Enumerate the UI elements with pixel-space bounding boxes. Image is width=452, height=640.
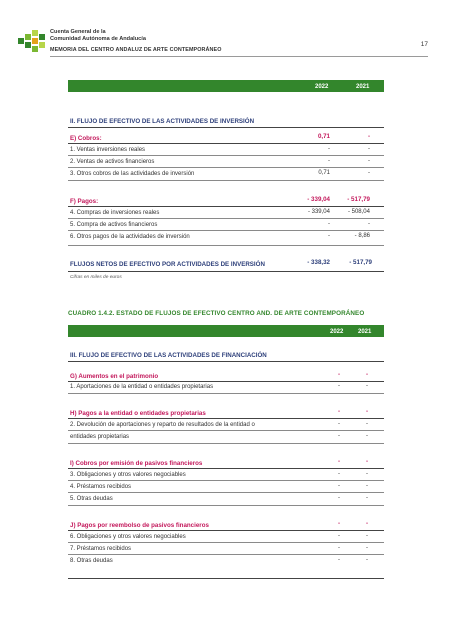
- j-2022: -: [337, 520, 340, 527]
- net-flow-2022: - 338,32: [307, 259, 330, 266]
- pagos-2021: - 517,79: [347, 196, 370, 203]
- header-title-line2: Comunidad Autónoma de Andalucía: [50, 36, 146, 42]
- g-2022: -: [337, 371, 340, 378]
- table-row: 2. Ventas de activos financieros: [70, 159, 155, 165]
- divider: [68, 245, 384, 246]
- table-cell: -: [328, 221, 330, 227]
- header-rule: [50, 56, 428, 57]
- table-row: 5. Compra de activos financieros: [70, 222, 158, 228]
- table-row: 1. Ventas inversiones reales: [70, 147, 146, 153]
- table-cell: -: [338, 557, 340, 563]
- divider: [68, 230, 384, 231]
- divider: [68, 155, 384, 156]
- pagos-label: F) Pagos:: [70, 198, 99, 205]
- junta-andalucia-logo-icon: [18, 30, 46, 56]
- header-title-line1: Cuenta General de la: [50, 29, 106, 35]
- table-cell: -: [366, 433, 368, 439]
- net-flow-2021: - 517,79: [349, 259, 372, 266]
- table-row: 6. Otros pagos de la actividades de inversión: [70, 234, 190, 240]
- cobros-label: E) Cobros:: [70, 135, 102, 142]
- divider: [68, 430, 384, 431]
- table-cell: -: [366, 483, 368, 489]
- table-cell: -: [366, 421, 368, 427]
- cobros-2022: 0,71: [317, 133, 330, 140]
- table-cell: -: [368, 170, 370, 176]
- i-2021: -: [365, 458, 368, 465]
- table1-section-title: II. FLUJO DE EFECTIVO DE LAS ACTIVIDADES DE INVERSIÓN: [70, 118, 255, 125]
- table2-col-2021: 2021: [358, 329, 372, 335]
- h-2021: -: [365, 408, 368, 415]
- net-flow-label: FLUJOS NETOS DE EFECTIVO POR ACTIVIDADES DE INVERSIÓN: [70, 261, 265, 268]
- divider: [68, 381, 384, 382]
- table-cell: -: [338, 533, 340, 539]
- page-number: 17: [420, 41, 428, 48]
- divider: [68, 492, 384, 493]
- g-label: G) Aumentos en el patrimonio: [70, 373, 159, 380]
- divider: [68, 530, 384, 531]
- table-cell: -: [338, 433, 340, 439]
- table1-header-bar: [68, 80, 384, 92]
- units-note: Cifras en miles de euros: [70, 275, 122, 280]
- table-row: 2. Devolución de aportaciones y reparto de resultados de la entidad o: [70, 422, 255, 428]
- table-cell: -: [366, 545, 368, 551]
- table-cell: -: [338, 471, 340, 477]
- cobros-2021: -: [367, 133, 370, 140]
- divider: [68, 167, 384, 168]
- table-cell: -: [328, 158, 330, 164]
- table-cell: -: [368, 158, 370, 164]
- j-label: J) Pagos por reembolso de pasivos financieros: [70, 522, 209, 529]
- table-cell: -: [338, 421, 340, 427]
- table-cell: -: [368, 146, 370, 152]
- table-row: 8. Otras deudas: [70, 558, 113, 564]
- table2-col-2022: 2022: [330, 329, 344, 335]
- table2-header-bar: [68, 325, 384, 337]
- cuadro-title: CUADRO 1.4.2. ESTADO DE FLUJOS DE EFECTIVO CENTRO AND. DE ARTE CONTEMPORÁNEO: [68, 310, 365, 317]
- table-cell: - 8,86: [354, 233, 370, 239]
- table-cell: -: [366, 557, 368, 563]
- table-cell: -: [338, 483, 340, 489]
- divider: [68, 468, 384, 469]
- table-row: 3. Otros cobros de las actividades de inversión: [70, 171, 195, 177]
- table1-col-2022: 2022: [315, 84, 329, 90]
- table-cell: - 339,04: [307, 209, 330, 215]
- table-cell: -: [338, 383, 340, 389]
- divider: [68, 443, 384, 444]
- table1-col-2021: 2021: [356, 84, 370, 90]
- pagos-2022: - 339,04: [307, 196, 330, 203]
- table-cell: 0,71: [318, 170, 330, 176]
- j-2021: -: [365, 520, 368, 527]
- table-row: 3. Obligaciones y otros valores negociables: [70, 472, 186, 478]
- table-cell: -: [338, 495, 340, 501]
- table-cell: -: [366, 471, 368, 477]
- table-cell: -: [328, 146, 330, 152]
- table-row: 6. Obligaciones y otros valores negociables: [70, 534, 186, 540]
- i-2022: -: [337, 458, 340, 465]
- g-2021: -: [365, 371, 368, 378]
- table-row: 5. Otras deudas: [70, 496, 113, 502]
- h-2022: -: [337, 408, 340, 415]
- divider: [68, 505, 384, 506]
- divider: [68, 143, 384, 144]
- divider: [68, 578, 384, 579]
- table-row-continued: entidades propietarias: [70, 434, 130, 440]
- divider: [68, 218, 384, 219]
- divider: [68, 180, 384, 181]
- divider: [68, 127, 384, 128]
- table-cell: - 508,04: [347, 209, 370, 215]
- table-cell: -: [368, 221, 370, 227]
- divider: [68, 554, 384, 555]
- table-cell: -: [366, 533, 368, 539]
- table-cell: -: [366, 383, 368, 389]
- table-row: 7. Préstamos recibidos: [70, 546, 132, 552]
- table-cell: -: [328, 233, 330, 239]
- table-row: 4. Préstamos recibidos: [70, 484, 132, 490]
- h-label: H) Pagos a la entidad o entidades propietarias: [70, 410, 206, 417]
- divider: [68, 271, 384, 272]
- table-row: 4. Compras de inversiones reales: [70, 210, 160, 216]
- divider: [68, 542, 384, 543]
- table-row: 1. Aportaciones de la entidad o entidades propietarias: [70, 384, 214, 390]
- table-cell: -: [366, 495, 368, 501]
- table-cell: -: [338, 545, 340, 551]
- i-label: I) Cobros por emisión de pasivos financieros: [70, 460, 203, 467]
- table2-section-title: III. FLUJO DE EFECTIVO DE LAS ACTIVIDADES DE FINANCIACIÓN: [70, 352, 267, 359]
- header-memoria: MEMORIA DEL CENTRO ANDALUZ DE ARTE CONTEMPORÁNEO: [50, 47, 222, 53]
- divider: [68, 393, 384, 394]
- divider: [68, 480, 384, 481]
- divider: [68, 206, 384, 207]
- divider: [68, 418, 384, 419]
- divider: [68, 361, 384, 362]
